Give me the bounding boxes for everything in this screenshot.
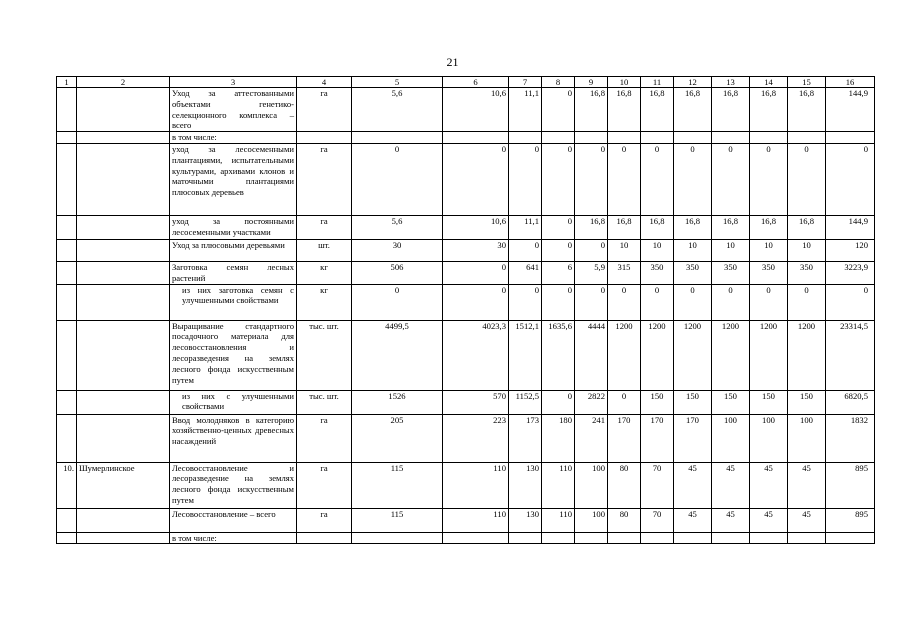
- value-cell: 0: [575, 284, 608, 320]
- value-cell: 16,8: [750, 88, 788, 132]
- value-cell: 16,8: [788, 88, 826, 132]
- value-cell: 144,9: [826, 88, 875, 132]
- value-cell: [788, 132, 826, 144]
- value-cell: 150: [712, 390, 750, 414]
- value-cell: 170: [674, 414, 712, 462]
- value-cell: [750, 532, 788, 544]
- row-number-cell: [57, 215, 77, 239]
- row-number-cell: 10.: [57, 462, 77, 508]
- unit-cell: тыс. шт.: [297, 390, 352, 414]
- value-cell: [641, 532, 674, 544]
- value-cell: 350: [750, 261, 788, 284]
- value-cell: 2822: [575, 390, 608, 414]
- col-header: 5: [352, 77, 443, 88]
- value-cell: 315: [608, 261, 641, 284]
- value-cell: 10: [641, 239, 674, 261]
- value-cell: 30: [352, 239, 443, 261]
- value-cell: 1200: [608, 320, 641, 390]
- value-cell: 6820,5: [826, 390, 875, 414]
- value-cell: 1200: [712, 320, 750, 390]
- value-cell: [575, 532, 608, 544]
- activity-description-cell: из них заготовка семян с улучшенными свойствами: [170, 284, 297, 320]
- value-cell: 0: [542, 215, 575, 239]
- value-cell: 0: [608, 284, 641, 320]
- value-cell: [575, 132, 608, 144]
- value-cell: 0: [826, 284, 875, 320]
- table-row: [57, 215, 875, 239]
- col-header: 16: [826, 77, 875, 88]
- unit-cell: кг: [297, 261, 352, 284]
- forestry-name-cell: [77, 414, 170, 462]
- value-cell: 150: [674, 390, 712, 414]
- value-cell: 0: [509, 284, 542, 320]
- value-cell: 0: [826, 143, 875, 215]
- unit-cell: кг: [297, 284, 352, 320]
- table-row: [57, 390, 875, 414]
- row-number-cell: [57, 143, 77, 215]
- value-cell: 110: [542, 508, 575, 532]
- value-cell: 170: [641, 414, 674, 462]
- value-cell: 100: [750, 414, 788, 462]
- value-cell: 0: [750, 143, 788, 215]
- table-row: [57, 284, 875, 320]
- value-cell: 110: [542, 462, 575, 508]
- value-cell: 180: [542, 414, 575, 462]
- activity-description-cell: Уход за аттестованными объектами генетико-селекционного комплекса – всего: [170, 88, 297, 132]
- value-cell: 0: [608, 143, 641, 215]
- value-cell: 0: [674, 284, 712, 320]
- value-cell: 0: [352, 284, 443, 320]
- value-cell: 10: [608, 239, 641, 261]
- col-header: 4: [297, 77, 352, 88]
- value-cell: 70: [641, 508, 674, 532]
- value-cell: 1512,1: [509, 320, 542, 390]
- value-cell: 570: [443, 390, 509, 414]
- value-cell: 0: [575, 239, 608, 261]
- value-cell: 1200: [641, 320, 674, 390]
- value-cell: 1526: [352, 390, 443, 414]
- value-cell: 150: [750, 390, 788, 414]
- value-cell: 506: [352, 261, 443, 284]
- unit-cell: га: [297, 508, 352, 532]
- value-cell: [509, 132, 542, 144]
- activity-description-cell: Выращивание стандартного посадочного материала для лесовосстановления и лесоразведения на землях лесного фонда искусственным путем: [170, 320, 297, 390]
- value-cell: 1832: [826, 414, 875, 462]
- value-cell: 16,8: [575, 88, 608, 132]
- unit-cell: [297, 132, 352, 144]
- value-cell: 0: [750, 284, 788, 320]
- activity-description-cell: в том числе:: [170, 132, 297, 144]
- value-cell: 895: [826, 462, 875, 508]
- value-cell: 16,8: [712, 88, 750, 132]
- value-cell: 80: [608, 462, 641, 508]
- value-cell: 6: [542, 261, 575, 284]
- col-header: 12: [674, 77, 712, 88]
- value-cell: 350: [788, 261, 826, 284]
- forestry-name-cell: [77, 508, 170, 532]
- forestry-name-cell: [77, 239, 170, 261]
- value-cell: 120: [826, 239, 875, 261]
- value-cell: 4499,5: [352, 320, 443, 390]
- value-cell: 10: [674, 239, 712, 261]
- value-cell: [641, 132, 674, 144]
- value-cell: [542, 532, 575, 544]
- forestry-name-cell: [77, 261, 170, 284]
- value-cell: 5,9: [575, 261, 608, 284]
- table-row: [57, 239, 875, 261]
- value-cell: 45: [712, 508, 750, 532]
- value-cell: 130: [509, 508, 542, 532]
- value-cell: 16,8: [641, 215, 674, 239]
- page-number: 21: [446, 55, 459, 69]
- value-cell: 144,9: [826, 215, 875, 239]
- value-cell: 30: [443, 239, 509, 261]
- table-row: [57, 462, 875, 508]
- value-cell: 205: [352, 414, 443, 462]
- value-cell: 16,8: [674, 215, 712, 239]
- row-number-cell: [57, 261, 77, 284]
- forestry-name-cell: Шумерлинское: [77, 462, 170, 508]
- activity-description-cell: Уход за плюсовыми деревьями: [170, 239, 297, 261]
- value-cell: 0: [443, 143, 509, 215]
- value-cell: 0: [443, 261, 509, 284]
- value-cell: 45: [674, 462, 712, 508]
- activity-description-cell: из них с улучшенными свойствами: [170, 390, 297, 414]
- activity-description-cell: Лесовосстановление и лесоразведение на землях лесного фонда искусственным путем: [170, 462, 297, 508]
- value-cell: 0: [443, 284, 509, 320]
- value-cell: 5,6: [352, 215, 443, 239]
- row-number-cell: [57, 132, 77, 144]
- table-row: [57, 508, 875, 532]
- value-cell: 16,8: [788, 215, 826, 239]
- row-number-cell: [57, 239, 77, 261]
- row-number-cell: [57, 414, 77, 462]
- value-cell: 100: [575, 462, 608, 508]
- value-cell: 4444: [575, 320, 608, 390]
- value-cell: 16,8: [608, 88, 641, 132]
- value-cell: 0: [352, 143, 443, 215]
- value-cell: 0: [542, 390, 575, 414]
- value-cell: 16,8: [608, 215, 641, 239]
- row-number-cell: [57, 390, 77, 414]
- forestry-name-cell: [77, 88, 170, 132]
- unit-cell: шт.: [297, 239, 352, 261]
- value-cell: 1635,6: [542, 320, 575, 390]
- table-row: [57, 532, 875, 544]
- value-cell: 10: [750, 239, 788, 261]
- col-header: 14: [750, 77, 788, 88]
- value-cell: 5,6: [352, 88, 443, 132]
- value-cell: 4023,3: [443, 320, 509, 390]
- table-row: [57, 261, 875, 284]
- value-cell: 0: [641, 284, 674, 320]
- value-cell: 1200: [788, 320, 826, 390]
- value-cell: 641: [509, 261, 542, 284]
- col-header: 1: [57, 77, 77, 88]
- value-cell: 1152,5: [509, 390, 542, 414]
- activity-description-cell: Ввод молодняков в категорию хозяйственно-ценных древесных насаждений: [170, 414, 297, 462]
- unit-cell: га: [297, 88, 352, 132]
- value-cell: [443, 532, 509, 544]
- value-cell: 223: [443, 414, 509, 462]
- col-header: 13: [712, 77, 750, 88]
- col-header: 8: [542, 77, 575, 88]
- value-cell: 0: [641, 143, 674, 215]
- value-cell: 0: [542, 284, 575, 320]
- value-cell: 0: [509, 143, 542, 215]
- col-header: 9: [575, 77, 608, 88]
- unit-cell: га: [297, 215, 352, 239]
- table-row: [57, 414, 875, 462]
- value-cell: 100: [788, 414, 826, 462]
- forestry-name-cell: [77, 132, 170, 144]
- col-header: 10: [608, 77, 641, 88]
- value-cell: 16,8: [641, 88, 674, 132]
- value-cell: [826, 532, 875, 544]
- value-cell: 115: [352, 462, 443, 508]
- value-cell: 150: [641, 390, 674, 414]
- value-cell: 16,8: [674, 88, 712, 132]
- data-table: [56, 76, 875, 544]
- value-cell: [712, 532, 750, 544]
- value-cell: 16,8: [575, 215, 608, 239]
- activity-description-cell: Лесовосстановление – всего: [170, 508, 297, 532]
- value-cell: 110: [443, 462, 509, 508]
- table-row: [57, 143, 875, 215]
- value-cell: 350: [674, 261, 712, 284]
- value-cell: 0: [788, 143, 826, 215]
- unit-cell: тыс. шт.: [297, 320, 352, 390]
- value-cell: 80: [608, 508, 641, 532]
- value-cell: 0: [712, 143, 750, 215]
- activity-description-cell: уход за постоянными лесосеменными участками: [170, 215, 297, 239]
- value-cell: 10: [712, 239, 750, 261]
- activity-description-cell: уход за лесосеменными плантациями, испытательными культурами, архивами клонов и маточными плантациями плюсовых деревьев: [170, 143, 297, 215]
- value-cell: 110: [443, 508, 509, 532]
- value-cell: 895: [826, 508, 875, 532]
- value-cell: [352, 532, 443, 544]
- row-number-cell: [57, 532, 77, 544]
- value-cell: [788, 532, 826, 544]
- unit-cell: га: [297, 143, 352, 215]
- value-cell: [443, 132, 509, 144]
- col-header: 11: [641, 77, 674, 88]
- value-cell: 16,8: [750, 215, 788, 239]
- forestry-name-cell: [77, 215, 170, 239]
- value-cell: 130: [509, 462, 542, 508]
- value-cell: 0: [542, 239, 575, 261]
- value-cell: 0: [509, 239, 542, 261]
- value-cell: 150: [788, 390, 826, 414]
- value-cell: 241: [575, 414, 608, 462]
- unit-cell: га: [297, 414, 352, 462]
- value-cell: [712, 132, 750, 144]
- value-cell: 10,6: [443, 215, 509, 239]
- value-cell: 45: [788, 508, 826, 532]
- table-row: [57, 88, 875, 132]
- value-cell: 0: [575, 143, 608, 215]
- value-cell: 45: [712, 462, 750, 508]
- value-cell: 10: [788, 239, 826, 261]
- col-header: 2: [77, 77, 170, 88]
- value-cell: 0: [788, 284, 826, 320]
- value-cell: 11,1: [509, 215, 542, 239]
- value-cell: 0: [674, 143, 712, 215]
- value-cell: [608, 532, 641, 544]
- value-cell: 45: [788, 462, 826, 508]
- value-cell: 0: [542, 88, 575, 132]
- value-cell: 45: [750, 508, 788, 532]
- unit-cell: [297, 532, 352, 544]
- value-cell: [608, 132, 641, 144]
- value-cell: 170: [608, 414, 641, 462]
- value-cell: 0: [712, 284, 750, 320]
- row-number-cell: [57, 320, 77, 390]
- col-header: 6: [443, 77, 509, 88]
- value-cell: [352, 132, 443, 144]
- col-header: 15: [788, 77, 826, 88]
- forestry-name-cell: [77, 284, 170, 320]
- value-cell: [750, 132, 788, 144]
- value-cell: 100: [712, 414, 750, 462]
- value-cell: [509, 532, 542, 544]
- value-cell: 45: [674, 508, 712, 532]
- row-number-cell: [57, 88, 77, 132]
- value-cell: [826, 132, 875, 144]
- value-cell: 0: [608, 390, 641, 414]
- value-cell: 11,1: [509, 88, 542, 132]
- value-cell: 173: [509, 414, 542, 462]
- activity-description-cell: Заготовка семян лесных растений: [170, 261, 297, 284]
- value-cell: [542, 132, 575, 144]
- column-number-row: [57, 77, 875, 88]
- value-cell: 70: [641, 462, 674, 508]
- value-cell: 3223,9: [826, 261, 875, 284]
- value-cell: 100: [575, 508, 608, 532]
- forestry-name-cell: [77, 143, 170, 215]
- col-header: 7: [509, 77, 542, 88]
- value-cell: [674, 132, 712, 144]
- forestry-name-cell: [77, 320, 170, 390]
- unit-cell: га: [297, 462, 352, 508]
- row-number-cell: [57, 508, 77, 532]
- col-header: 3: [170, 77, 297, 88]
- table-body: [57, 88, 875, 544]
- activity-description-cell: в том числе:: [170, 532, 297, 544]
- value-cell: 350: [641, 261, 674, 284]
- value-cell: 350: [712, 261, 750, 284]
- forestry-name-cell: [77, 532, 170, 544]
- value-cell: 115: [352, 508, 443, 532]
- value-cell: 45: [750, 462, 788, 508]
- value-cell: 1200: [674, 320, 712, 390]
- value-cell: 0: [542, 143, 575, 215]
- value-cell: 23314,5: [826, 320, 875, 390]
- row-number-cell: [57, 284, 77, 320]
- table-row: [57, 132, 875, 144]
- forestry-name-cell: [77, 390, 170, 414]
- value-cell: 10,6: [443, 88, 509, 132]
- value-cell: 16,8: [712, 215, 750, 239]
- table-row: [57, 320, 875, 390]
- value-cell: [674, 532, 712, 544]
- value-cell: 1200: [750, 320, 788, 390]
